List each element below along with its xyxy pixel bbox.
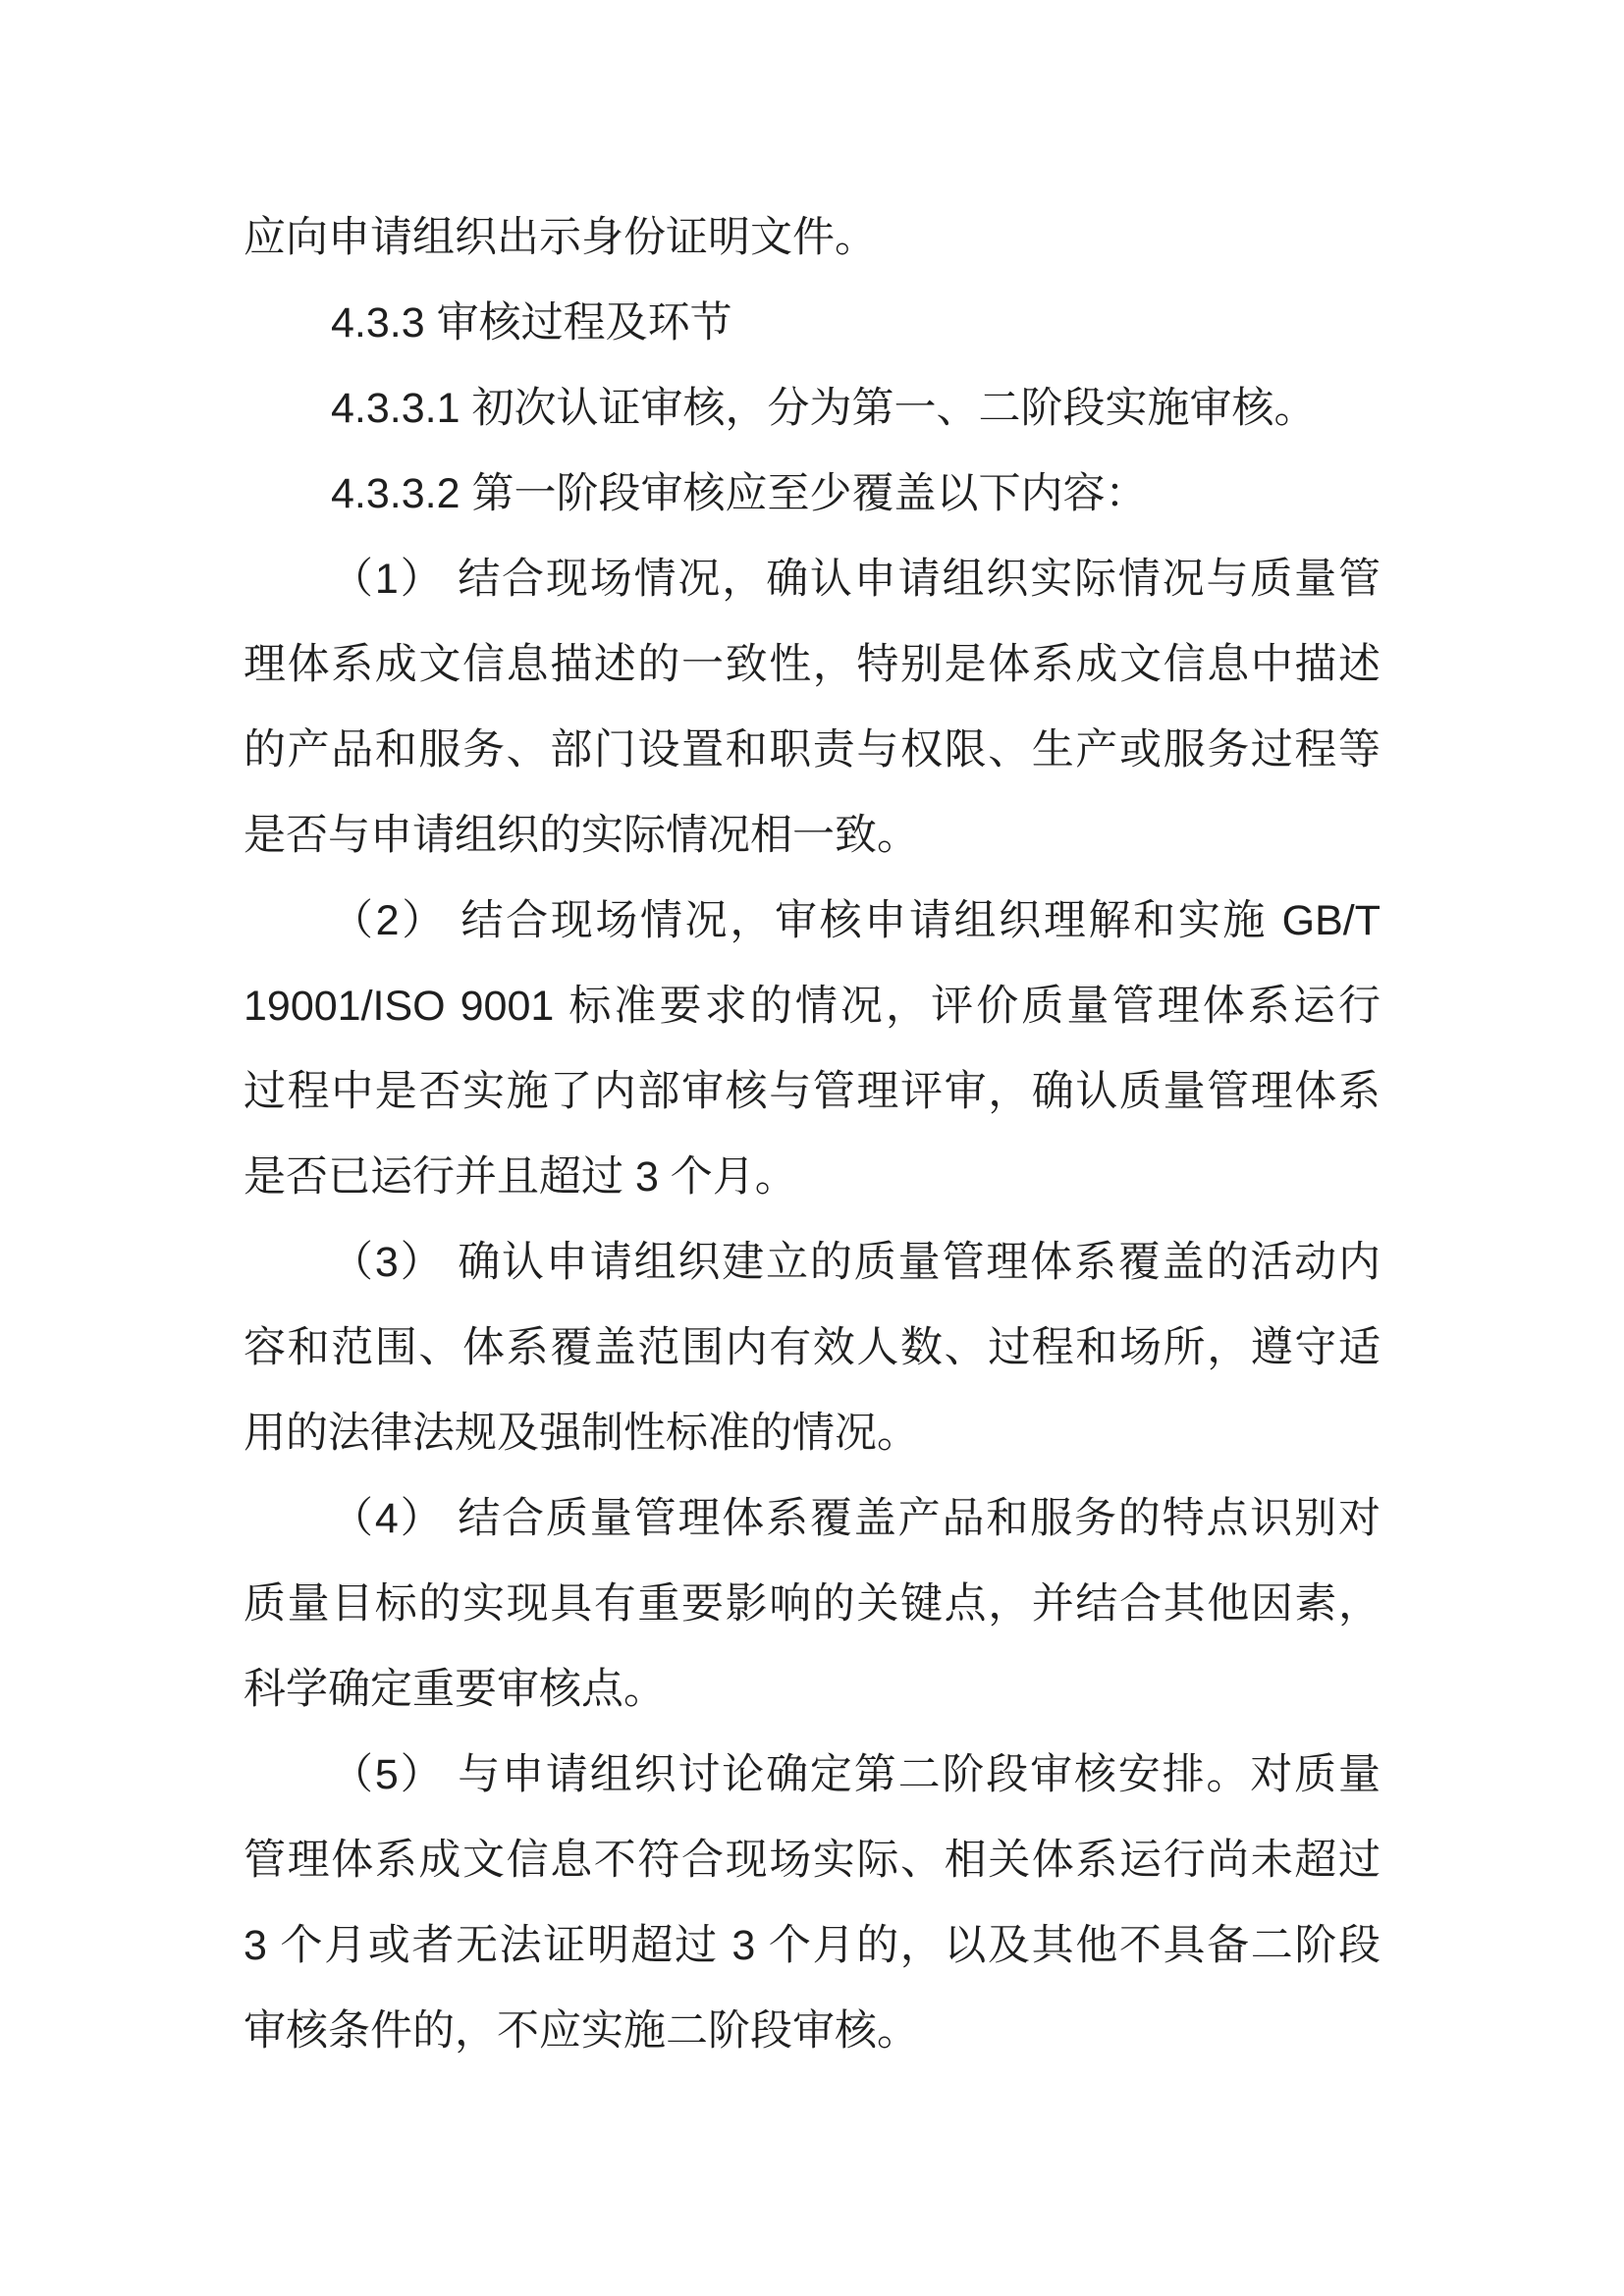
item-2-line-2: 19001/ISO 9001 标准要求的情况，评价质量管理体系运行 <box>244 983 1380 1030</box>
item-4-line-2: 质量目标的实现具有重要影响的关键点，并结合其他因素， <box>244 1580 1380 1628</box>
item-4-line-1: （4） 结合质量管理体系覆盖产品和服务的特点识别对 <box>331 1495 1380 1542</box>
item-4-line-3: 科学确定重要审核点。 <box>244 1666 666 1713</box>
item-1-line-4: 是否与申请组织的实际情况相一致。 <box>244 812 919 859</box>
item-2-line-3: 过程中是否实施了内部审核与管理评审，确认质量管理体系 <box>244 1068 1380 1115</box>
item-3-line-1: （3） 确认申请组织建立的质量管理体系覆盖的活动内 <box>331 1239 1380 1286</box>
item-5-line-3: 3 个月或者无法证明超过 3 个月的，以及其他不具备二阶段 <box>244 1922 1380 1969</box>
item-3-line-3: 用的法律法规及强制性标准的情况。 <box>244 1410 919 1457</box>
item-5-line-2: 管理体系成文信息不符合现场实际、相关体系运行尚未超过 <box>244 1837 1380 1884</box>
item-5-line-1: （5） 与申请组织讨论确定第二阶段审核安排。对质量 <box>331 1751 1380 1798</box>
heading-4-3-3: 4.3.3 审核过程及环节 <box>331 299 732 347</box>
item-5-line-4: 审核条件的，不应实施二阶段审核。 <box>244 2007 919 2055</box>
clause-4-3-3-2: 4.3.3.2 第一阶段审核应至少覆盖以下内容： <box>331 470 1148 517</box>
clause-4-3-3-1: 4.3.3.1 初次认证审核，分为第一、二阶段实施审核。 <box>331 385 1317 432</box>
item-2-line-4: 是否已运行并且超过 3 个月。 <box>244 1153 797 1201</box>
item-2-line-1: （2） 结合现场情况，审核申请组织理解和实施 GB/T <box>331 897 1380 944</box>
item-1-line-1: （1） 结合现场情况，确认申请组织实际情况与质量管 <box>331 556 1380 603</box>
text-block <box>244 195 1380 2074</box>
item-1-line-3: 的产品和服务、部门设置和职责与权限、生产或服务过程等 <box>244 726 1380 774</box>
item-3-line-2: 容和范围、体系覆盖范围内有效人数、过程和场所，遵守适 <box>244 1324 1380 1371</box>
item-1-line-2: 理体系成文信息描述的一致性，特别是体系成文信息中描述 <box>244 641 1380 688</box>
paragraph-continuation-line: 应向申请组织出示身份证明文件。 <box>244 214 877 261</box>
